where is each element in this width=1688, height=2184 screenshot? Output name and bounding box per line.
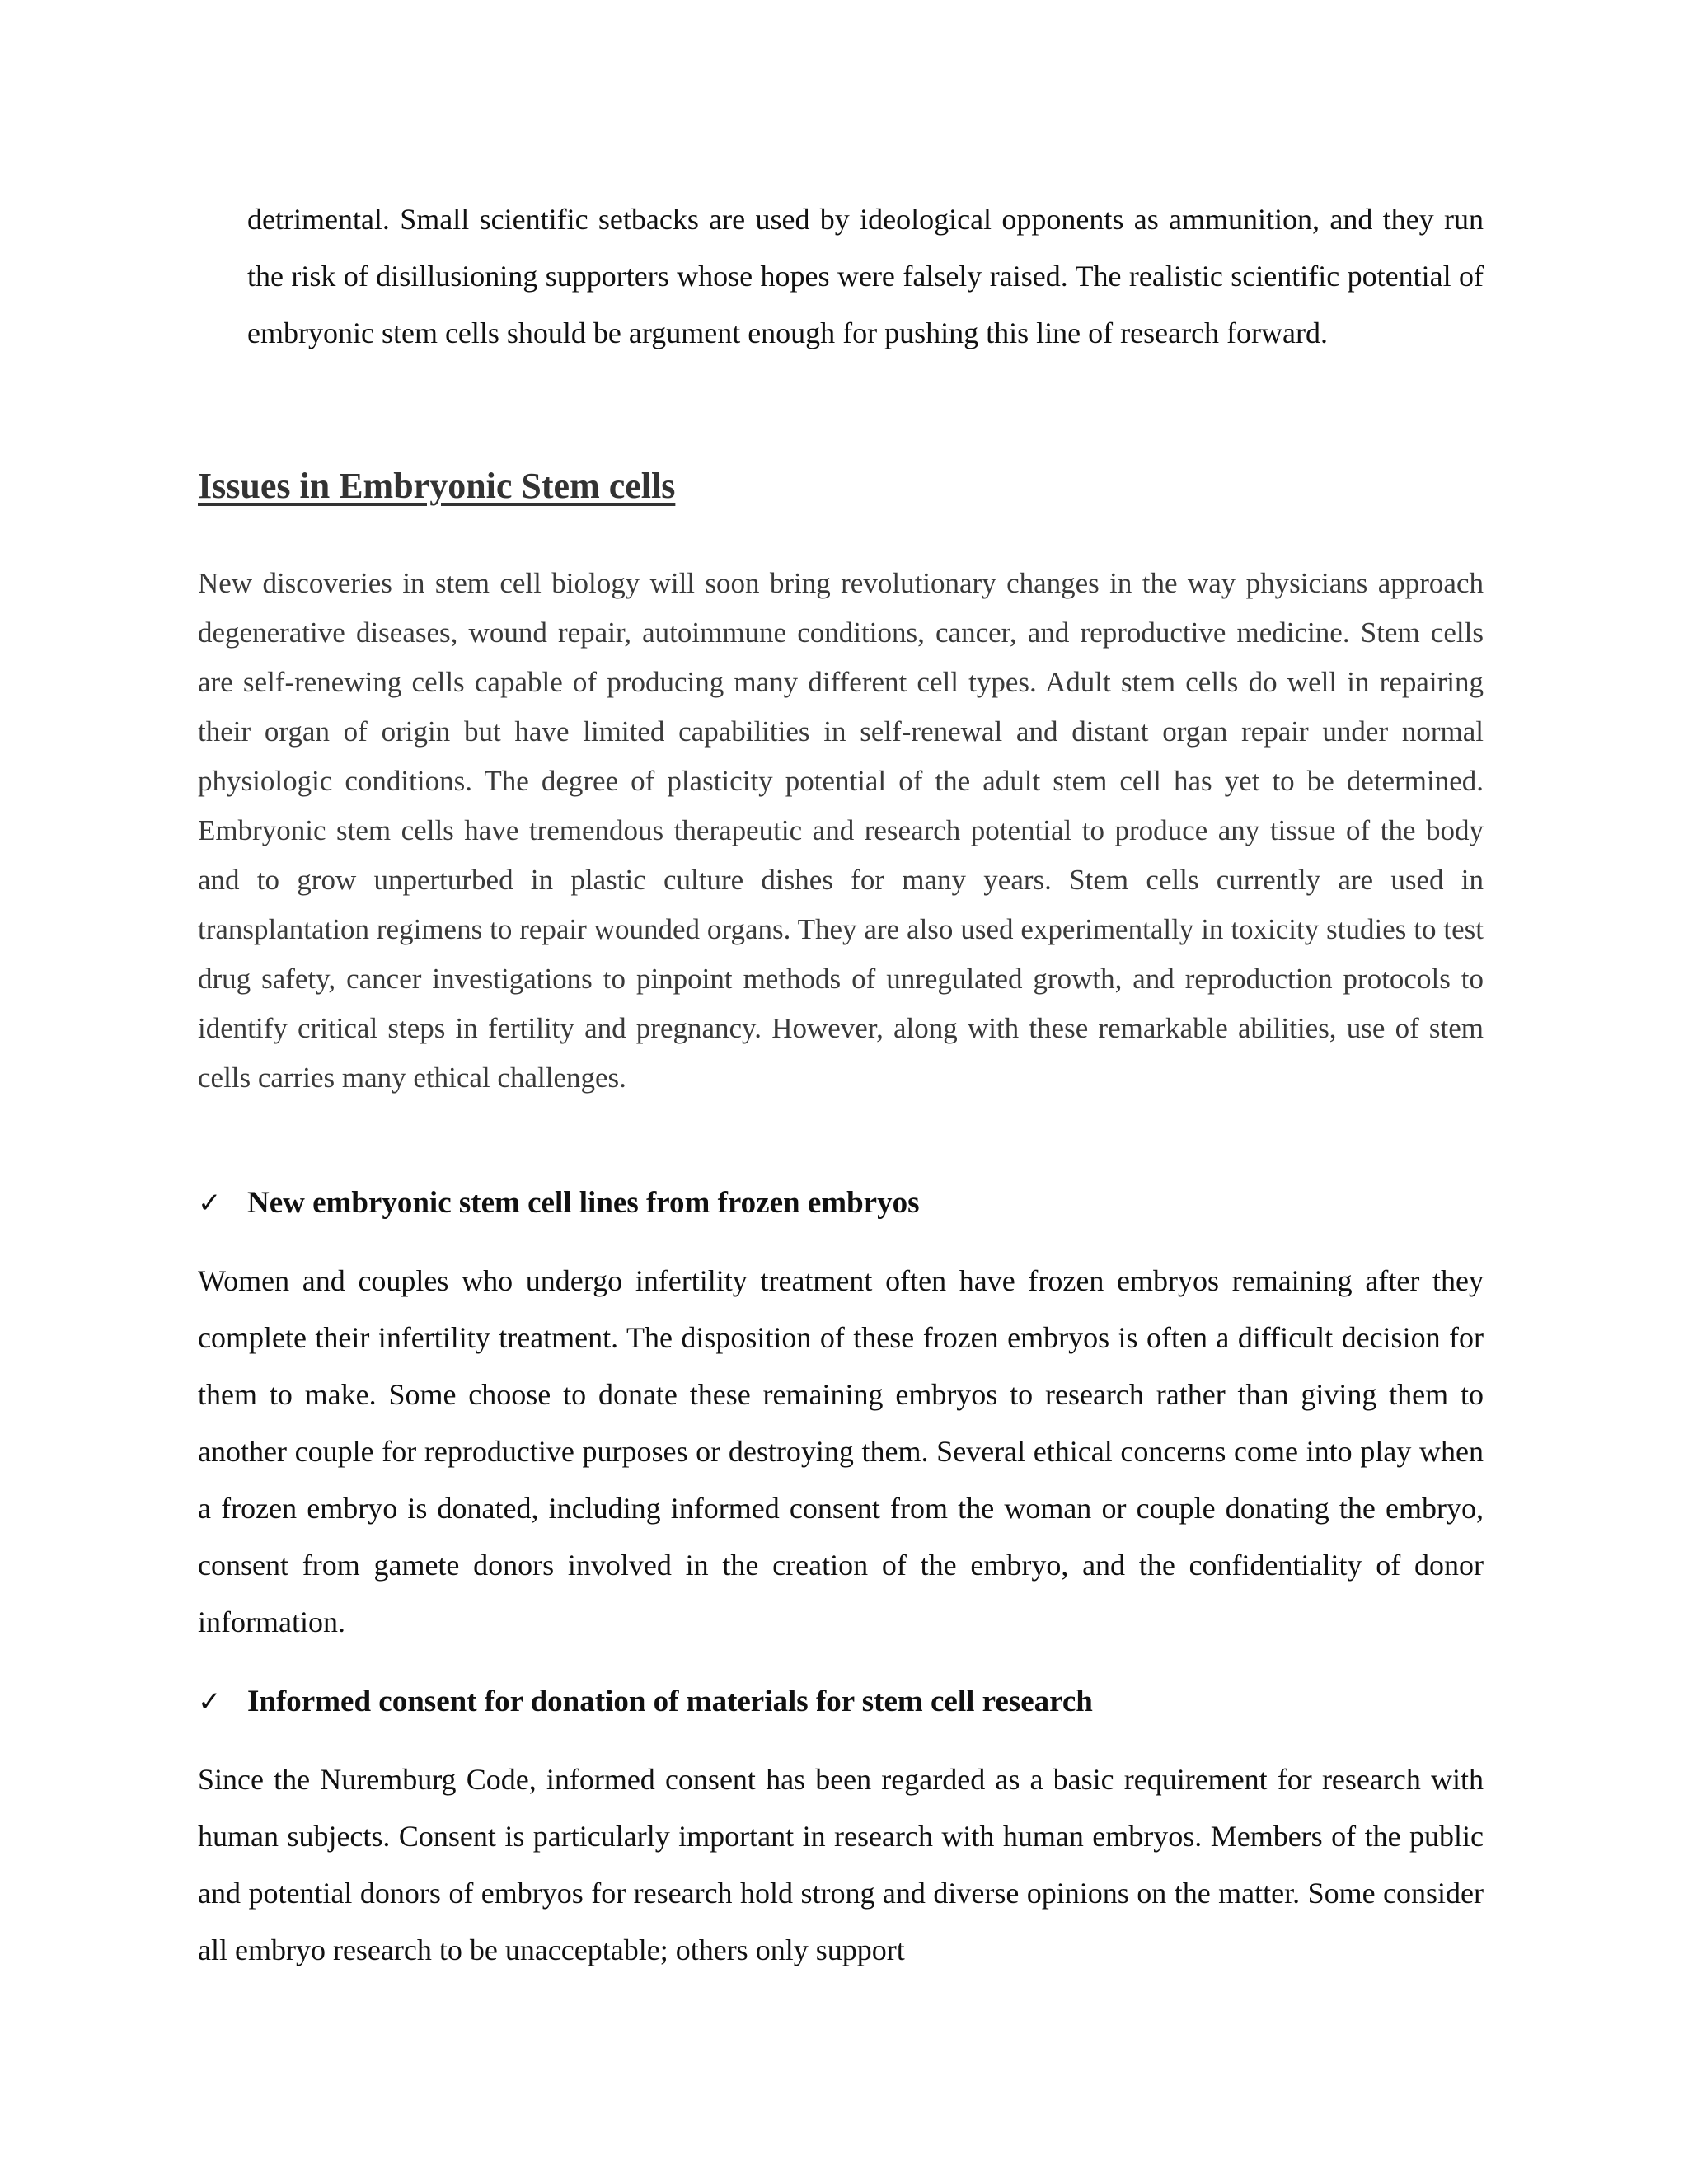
subsection-paragraph-frozen-embryos: Women and couples who undergo infertility treatment often have frozen embryos remaining after they complete their infertility treatment. The disposition of these frozen embryos is often a difficult decision for them to make. Some choose to donate these remaining embryos to research rather than giving them to another couple for reproductive purposes or destroying them. Several ethical concerns come into play when a frozen embryo is donated, including informed consent from the woman or couple donating the embryo, consent from gamete donors involved in the creation of the embryo, and the confidentiality of donor information. (198, 1264, 1484, 1638)
subsection-heading-frozen-embryos (198, 1179, 1484, 1228)
checkmark-icon: ✓ (198, 1685, 222, 1718)
subsection-heading-informed-consent (198, 1677, 1484, 1727)
subsection-paragraph-informed-consent: Since the Nuremburg Code, informed consent has been regarded as a basic requirement for research with human subjects. Consent is particularly important in research with human embryos. Members of the public and potential donors of embryos for research hold strong and diverse opinions on the matter. Some consider all embryo research to be unacceptable; others only support (198, 1763, 1484, 1966)
checkmark-icon: ✓ (198, 1187, 222, 1220)
section-paragraph: New discoveries in stem cell biology will soon bring revolutionary changes in the way physicians approach degenerative diseases, wound repair, autoimmune conditions, cancer, and reproductive medicine. Stem cells are self-renewing cells capable of producing many different cell types. Adult stem cells do well in repairing their organ of origin but have limited capabilities in self-renewal and distant organ repair under normal physiologic conditions. The degree of plasticity potential of the adult stem cell has yet to be determined. Embryonic stem cells have tremendous therapeutic and research potential to produce any tissue of the body and to grow unperturbed in plastic culture dishes for many years. Stem cells currently are used in transplantation regimens to repair wounded organs. They are also used experimentally in toxicity studies to test drug safety, cancer investigations to pinpoint methods of unregulated growth, and reproduction protocols to identify critical steps in fertility and pregnancy. However, along with these remarkable abilities, use of stem cells carries many ethical challenges. (198, 567, 1484, 1094)
subsection-heading-text: Informed consent for donation of materials for stem cell research (247, 1685, 1093, 1718)
section-heading: Issues in Embryonic Stem cells (198, 466, 676, 506)
subsection-heading-text: New embryonic stem cell lines from frozen embryos (247, 1186, 920, 1220)
intro-paragraph: detrimental. Small scientific setbacks are used by ideological opponents as ammunition, and they run the risk of disillusioning supporters whose hopes were falsely raised. The realistic scientific potential of embryonic stem cells should be argument enough for pushing this line of research forward. (247, 203, 1484, 349)
